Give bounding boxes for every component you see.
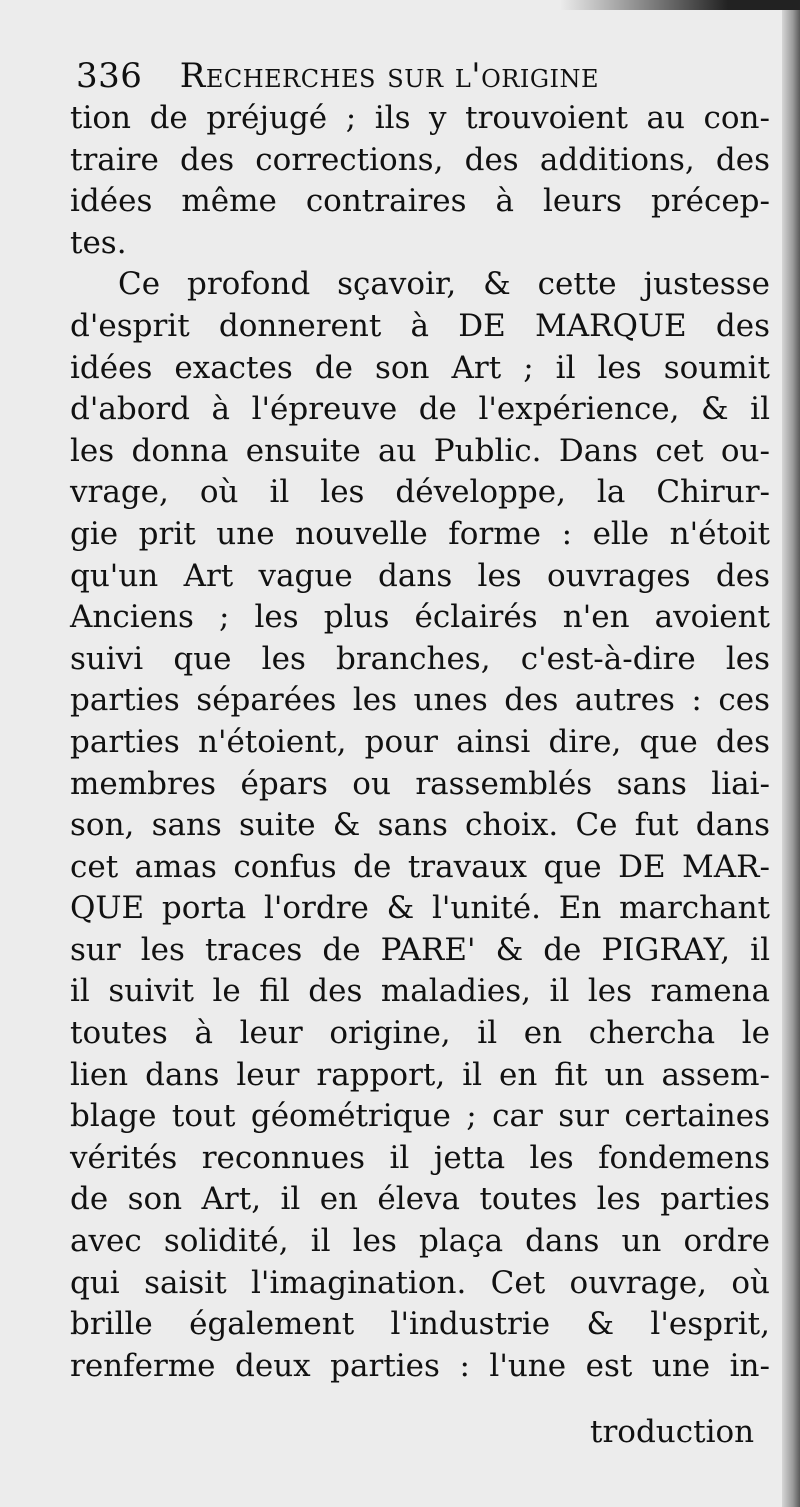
text-line: avec solidité, il les plaça dans un ordre: [70, 1223, 770, 1260]
text-line: tion de préjugé ; ils y trouvoient au con-: [70, 100, 770, 136]
text-line: membres épars ou rassemblés sans liai-: [70, 765, 770, 802]
page-header: [76, 56, 766, 100]
catchword: troduction: [590, 1414, 755, 1450]
text-line: suivi que les branches, c'est-à-dire les: [70, 640, 770, 677]
text-line: idées exactes de son Art ; il les soumit: [70, 349, 770, 386]
text-line: qu'un Art vague dans les ouvrages des: [70, 557, 770, 594]
text-line: sur les traces de PARE' & de PIGRAY, il: [70, 931, 770, 968]
text-line: brille également l'industrie & l'esprit,: [70, 1306, 770, 1343]
text-line: d'abord à l'épreuve de l'expérience, & il: [70, 391, 770, 428]
text-line: vrage, où il les développe, la Chirur-: [70, 474, 770, 511]
text-line: gie prit une nouvelle forme : elle n'étoit: [70, 515, 770, 552]
text-line: Anciens ; les plus éclairés n'en avoient: [70, 599, 770, 636]
text-line: cet amas confus de travaux que DE MAR-: [70, 848, 770, 885]
text-line: les donna ensuite au Public. Dans cet ou-: [70, 432, 770, 469]
text-line: QUE porta l'ordre & l'unité. En marchant: [70, 890, 770, 927]
text-line: vérités reconnues il jetta les fondemens: [70, 1139, 770, 1176]
text-line: parties n'étoient, pour ainsi dire, que des: [70, 723, 770, 760]
text-line: blage tout géométrique ; car sur certaines: [70, 1098, 770, 1135]
page-edge-shadow: [782, 0, 800, 1507]
text-line: toutes à leur origine, il en chercha le: [70, 1015, 770, 1052]
page-top-shadow: [560, 0, 800, 10]
text-line: idées même contraires à leurs précep-: [70, 183, 770, 220]
text-line: qui saisit l'imagination. Cet ouvrage, où: [70, 1264, 770, 1301]
running-head: Recherches sur l'origine: [179, 56, 600, 96]
text-line: lien dans leur rapport, il en fit un assem-: [70, 1056, 770, 1093]
text-line: son, sans suite & sans choix. Ce fut dans: [70, 807, 770, 844]
text-line: traire des corrections, des additions, des: [70, 141, 770, 178]
text-line: parties séparées les unes des autres : ces: [70, 682, 770, 719]
text-line: renferme deux parties : l'une est une in-: [70, 1347, 770, 1384]
text-line: il suivit le fil des maladies, il les ramena: [70, 973, 770, 1010]
page-number: 336: [76, 56, 143, 96]
paragraph-first-line: Ce profond sçavoir, & cette justesse: [118, 266, 770, 303]
text-line: d'esprit donnerent à DE MARQUE des: [70, 307, 770, 344]
body-text: [70, 98, 770, 1387]
text-line: tes.: [70, 224, 127, 261]
text-line: de son Art, il en éleva toutes les parties: [70, 1181, 770, 1218]
